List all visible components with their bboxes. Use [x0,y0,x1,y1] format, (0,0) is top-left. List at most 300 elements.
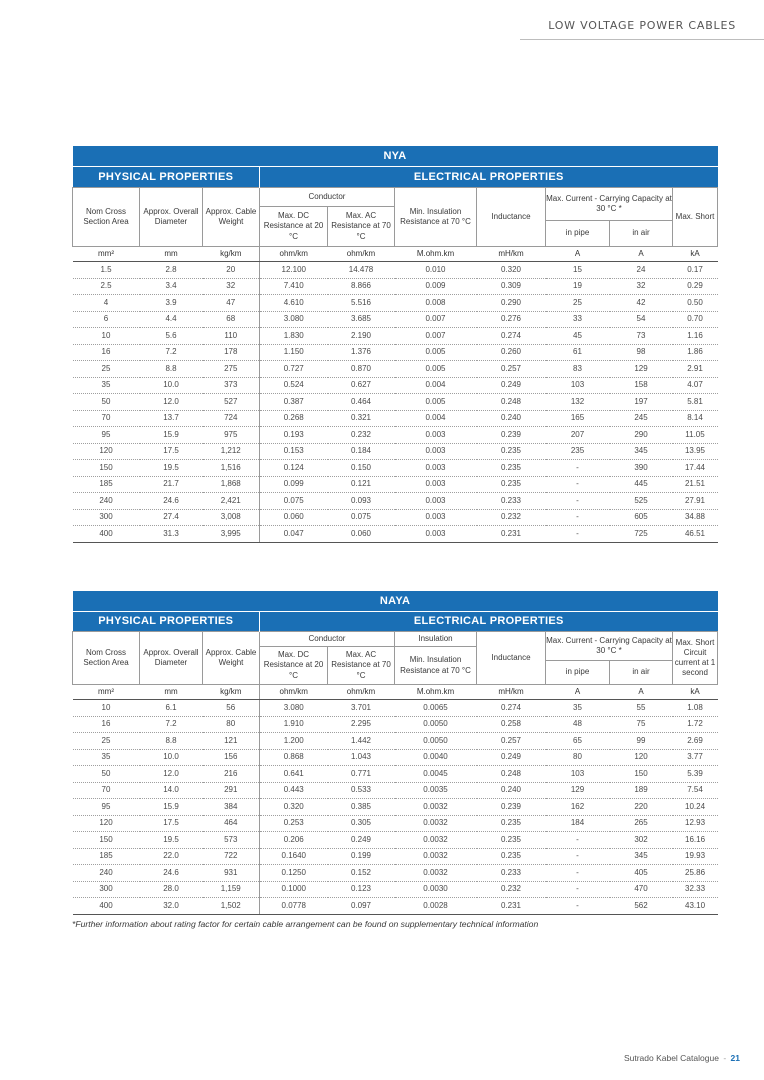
table-cell: 0.240 [477,410,546,427]
table-cell: 291 [203,782,260,799]
table-cell: 12.0 [140,766,203,783]
table-cell: 5.516 [328,295,395,312]
unit-cell: kA [673,685,718,700]
table-cell: 65 [546,733,610,750]
table-cell: - [546,476,610,493]
table-row [73,460,718,477]
catalogue-name: Sutrado Kabel Catalogue [623,1053,719,1063]
col-max-short: Max. Short Circuit current at 1 second [673,632,718,685]
table-cell: 0.121 [328,476,395,493]
table-cell: 75 [610,716,673,733]
table-cell: 0.257 [477,361,546,378]
table-cell: 197 [610,394,673,411]
table-cell: 1.442 [328,733,395,750]
table-cell: 178 [203,344,260,361]
table-cell: 0.0778 [260,898,328,915]
table-cell: 0.232 [328,427,395,444]
table-cell: - [546,460,610,477]
table-cell: 158 [610,377,673,394]
table-cell: 42 [610,295,673,312]
col-in-pipe: in pipe [546,661,610,685]
unit-cell: M.ohm.km [395,685,477,700]
col-min-insulation: Min. Insulation Resistance at 70 °C [395,188,477,247]
table-cell: 0.003 [395,476,477,493]
table-cell: 12.93 [673,815,718,832]
table-cell: 0.233 [477,493,546,510]
table-cell: 0.248 [477,766,546,783]
table-cell: 1.08 [673,700,718,717]
unit-cell: ohm/km [260,247,328,262]
table-cell: 240 [73,493,140,510]
table-cell: 16.16 [673,832,718,849]
table-cell: 35 [73,377,140,394]
table-cell: 1.16 [673,328,718,345]
table-cell: 19 [546,278,610,295]
table-title: NAYA [73,591,718,612]
table-cell: 0.235 [477,443,546,460]
col-min-insulation: Min. Insulation Resistance at 70 °C [395,647,477,685]
table-cell: 390 [610,460,673,477]
table-cell: 0.075 [328,509,395,526]
table-cell: 24.6 [140,493,203,510]
table-cell: 0.235 [477,460,546,477]
table-cell: 0.1000 [260,881,328,898]
table-cell: 103 [546,766,610,783]
table-cell: 189 [610,782,673,799]
table-cell: 345 [610,443,673,460]
table-row [73,328,718,345]
table-cell: 103 [546,377,610,394]
table-cell: 525 [610,493,673,510]
table-cell: 345 [610,848,673,865]
table-cell: 1.5 [73,262,140,279]
page-number: 21 [730,1053,740,1063]
table-cell: 0.0032 [395,865,477,882]
table-cell: 0.443 [260,782,328,799]
table-cell: 19.93 [673,848,718,865]
table-cell: 0.235 [477,848,546,865]
table-cell: - [546,865,610,882]
table-cell: 0.235 [477,815,546,832]
table-cell: 1,516 [203,460,260,477]
table-cell: 70 [73,410,140,427]
table-cell: - [546,526,610,543]
table-cell: 0.0065 [395,700,477,717]
table-row [73,427,718,444]
table-cell: 21.7 [140,476,203,493]
table-cell: 4 [73,295,140,312]
table-cell: 0.075 [260,493,328,510]
table-cell: 3.77 [673,749,718,766]
table-row [73,700,718,717]
table-cell: 245 [610,410,673,427]
table-cell: 1.72 [673,716,718,733]
table-cell: 3.080 [260,700,328,717]
table-cell: 3.9 [140,295,203,312]
table-cell: 0.003 [395,493,477,510]
table-cell: 7.54 [673,782,718,799]
table-cell: 10 [73,700,140,717]
table-cell: 0.184 [328,443,395,460]
table-cell: 35 [73,749,140,766]
table-cell: 0.240 [477,782,546,799]
col-ac-resistance: Max. AC Resistance at 70 °C [328,207,395,247]
table-cell: 8.8 [140,361,203,378]
unit-cell: mm [140,247,203,262]
unit-cell: mH/km [477,247,546,262]
table-cell: 150 [73,832,140,849]
table-cell: 0.17 [673,262,718,279]
table-cell: 235 [546,443,610,460]
col-inductance: Inductance [477,188,546,247]
table-cell: 1.830 [260,328,328,345]
table-cell: 15 [546,262,610,279]
table-cell: 25.86 [673,865,718,882]
unit-cell: kg/km [203,685,260,700]
col-group-max-current: Max. Current - Carrying Capacity at 30 °C * [546,632,673,661]
unit-cell: mH/km [477,685,546,700]
table-cell: 0.005 [395,344,477,361]
units-row [73,685,718,700]
table-cell: 0.239 [477,427,546,444]
table-cell: 562 [610,898,673,915]
table-cell: 0.206 [260,832,328,849]
table-cell: 43.10 [673,898,718,915]
table-row [73,278,718,295]
table-cell: 6 [73,311,140,328]
footnote: *Further information about rating factor for certain cable arrangement can be found on supplementary technical information [72,919,539,929]
table-cell: 150 [73,460,140,477]
table-cell: 80 [203,716,260,733]
table-cell: 129 [610,361,673,378]
table-cell: 464 [203,815,260,832]
unit-cell: mm² [73,685,140,700]
table-cell: 1.043 [328,749,395,766]
table-row [73,865,718,882]
table-cell: 4.07 [673,377,718,394]
table-row [73,526,718,543]
table-cell: 7.2 [140,344,203,361]
table-cell: 373 [203,377,260,394]
table-cell: 0.004 [395,410,477,427]
table-cell: - [546,881,610,898]
table-cell: 70 [73,782,140,799]
table-cell: 0.50 [673,295,718,312]
table-cell: 0.153 [260,443,328,460]
table-cell: 32 [203,278,260,295]
table-cell: 724 [203,410,260,427]
table-cell: 120 [73,443,140,460]
col-overall-diameter: Approx. Overall Diameter [140,632,203,685]
table-row [73,898,718,915]
table-cell: 0.524 [260,377,328,394]
col-max-short: Max. Short [673,188,718,247]
table-cell: 290 [610,427,673,444]
table-cell: 50 [73,394,140,411]
col-group-conductor: Conductor [260,188,395,207]
table-cell: 0.003 [395,443,477,460]
table-cell: 573 [203,832,260,849]
unit-cell: kg/km [203,247,260,262]
table-cell: 0.727 [260,361,328,378]
table-cell: 120 [73,815,140,832]
table-cell: - [546,509,610,526]
table-cell: 0.276 [477,311,546,328]
nya-table [72,146,718,543]
col-dc-resistance: Max. DC Resistance at 20 °C [260,647,328,685]
table-cell: 0.003 [395,460,477,477]
table-cell: 0.258 [477,716,546,733]
table-cell: 722 [203,848,260,865]
table-cell: 3,995 [203,526,260,543]
table-cell: 28.0 [140,881,203,898]
table-cell: 0.868 [260,749,328,766]
table-cell: 220 [610,799,673,816]
col-group-conductor: Conductor [260,632,395,647]
table-cell: 275 [203,361,260,378]
table-cell: 0.0032 [395,848,477,865]
table-cell: 8.866 [328,278,395,295]
table-cell: 0.010 [395,262,477,279]
naya-table [72,591,718,915]
table-cell: 121 [203,733,260,750]
table-cell: 13.95 [673,443,718,460]
table-cell: - [546,832,610,849]
table-cell: 0.231 [477,898,546,915]
table-cell: 0.1250 [260,865,328,882]
table-cell: 0.0030 [395,881,477,898]
table-cell: 0.260 [477,344,546,361]
table-cell: 0.249 [477,749,546,766]
table-cell: 2,421 [203,493,260,510]
col-in-air: in air [610,221,673,247]
table-row [73,749,718,766]
col-cable-weight: Approx. Cable Weight [203,188,260,247]
col-nom-cross: Nom Cross Section Area [73,632,140,685]
unit-cell: A [546,685,610,700]
table-cell: 0.232 [477,881,546,898]
table-cell: 0.771 [328,766,395,783]
table-cell: 7.2 [140,716,203,733]
table-cell: 12.100 [260,262,328,279]
unit-cell: A [610,685,673,700]
table-cell: 384 [203,799,260,816]
unit-cell: ohm/km [328,247,395,262]
table-cell: 4.610 [260,295,328,312]
units-row [73,247,718,262]
col-cable-weight: Approx. Cable Weight [203,632,260,685]
table-cell: 80 [546,749,610,766]
table-cell: 1,159 [203,881,260,898]
col-dc-resistance: Max. DC Resistance at 20 °C [260,207,328,247]
table-cell: 300 [73,881,140,898]
table-cell: 0.249 [477,377,546,394]
table-cell: 22.0 [140,848,203,865]
table-cell: 0.0035 [395,782,477,799]
table-cell: 0.0032 [395,815,477,832]
table-cell: 2.5 [73,278,140,295]
table-row [73,832,718,849]
naya-table-body [73,700,718,915]
table-cell: - [546,493,610,510]
table-cell: 73 [610,328,673,345]
table-cell: 302 [610,832,673,849]
table-cell: 0.124 [260,460,328,477]
table-cell: 0.320 [477,262,546,279]
table-cell: 35 [546,700,610,717]
table-cell: 0.004 [395,377,477,394]
table-cell: 0.249 [328,832,395,849]
table-cell: 3.080 [260,311,328,328]
table-row [73,394,718,411]
table-cell: 0.0028 [395,898,477,915]
table-row [73,848,718,865]
table-cell: 0.232 [477,509,546,526]
table-cell: 32 [610,278,673,295]
table-cell: 6.1 [140,700,203,717]
table-cell: 0.0050 [395,733,477,750]
table-cell: 0.009 [395,278,477,295]
table-cell: 129 [546,782,610,799]
table-cell: 0.047 [260,526,328,543]
table-cell: 0.248 [477,394,546,411]
table-cell: 725 [610,526,673,543]
table-cell: 0.123 [328,881,395,898]
table-cell: 95 [73,799,140,816]
table-cell: 0.199 [328,848,395,865]
table-row [73,377,718,394]
nya-table-body [73,262,718,543]
table-cell: 10.24 [673,799,718,816]
col-ac-resistance: Max. AC Resistance at 70 °C [328,647,395,685]
table-cell: 1.376 [328,344,395,361]
table-cell: 0.257 [477,733,546,750]
table-cell: 110 [203,328,260,345]
table-cell: 13.7 [140,410,203,427]
unit-cell: mm [140,685,203,700]
table-cell: 32.33 [673,881,718,898]
table-cell: 0.150 [328,460,395,477]
table-cell: 0.003 [395,526,477,543]
table-cell: 1,502 [203,898,260,915]
table-cell: 0.385 [328,799,395,816]
table-row [73,443,718,460]
table-row [73,815,718,832]
unit-cell: mm² [73,247,140,262]
table-cell: 0.0032 [395,799,477,816]
table-cell: 931 [203,865,260,882]
table-cell: 98 [610,344,673,361]
table-cell: 11.05 [673,427,718,444]
table-cell: 1.86 [673,344,718,361]
table-row [73,295,718,312]
col-group-insulation: Insulation [395,632,477,647]
table-cell: 0.0032 [395,832,477,849]
table-cell: 300 [73,509,140,526]
table-cell: 12.0 [140,394,203,411]
physical-properties-heading: PHYSICAL PROPERTIES [73,612,260,632]
table-cell: 7.410 [260,278,328,295]
table-cell: 184 [546,815,610,832]
table-cell: 2.91 [673,361,718,378]
table-cell: 17.5 [140,815,203,832]
table-cell: 19.5 [140,832,203,849]
table-cell: 15.9 [140,799,203,816]
table-cell: 265 [610,815,673,832]
table-cell: 0.70 [673,311,718,328]
table-cell: 470 [610,881,673,898]
table-row [73,262,718,279]
table-cell: 0.0040 [395,749,477,766]
table-cell: 27.4 [140,509,203,526]
table-cell: 21.51 [673,476,718,493]
table-cell: 20 [203,262,260,279]
table-cell: 605 [610,509,673,526]
table-cell: 10.0 [140,749,203,766]
table-cell: 0.321 [328,410,395,427]
table-cell: 0.253 [260,815,328,832]
table-cell: 8.14 [673,410,718,427]
table-cell: 0.268 [260,410,328,427]
table-cell: 16 [73,344,140,361]
table-cell: 1,212 [203,443,260,460]
table-cell: 0.0050 [395,716,477,733]
header-divider [520,39,764,40]
table-cell: 0.464 [328,394,395,411]
physical-properties-heading: PHYSICAL PROPERTIES [73,167,260,188]
table-cell: 1.910 [260,716,328,733]
table-cell: 16 [73,716,140,733]
table-cell: 0.239 [477,799,546,816]
table-cell: 0.233 [477,865,546,882]
table-cell: 5.6 [140,328,203,345]
table-cell: 0.093 [328,493,395,510]
table-cell: 17.44 [673,460,718,477]
table-cell: 0.005 [395,361,477,378]
col-group-max-current: Max. Current - Carrying Capacity at 30 °C * [546,188,673,221]
table-row [73,766,718,783]
table-cell: 3,008 [203,509,260,526]
table-cell: 975 [203,427,260,444]
table-cell: 2.190 [328,328,395,345]
table-cell: 61 [546,344,610,361]
table-cell: 83 [546,361,610,378]
table-cell: 3.685 [328,311,395,328]
table-cell: - [546,898,610,915]
table-cell: 0.305 [328,815,395,832]
table-cell: 0.008 [395,295,477,312]
table-cell: 32.0 [140,898,203,915]
table-cell: 185 [73,848,140,865]
table-cell: 3.4 [140,278,203,295]
table-cell: 0.003 [395,427,477,444]
table-cell: 99 [610,733,673,750]
col-in-pipe: in pipe [546,221,610,247]
electrical-properties-heading: ELECTRICAL PROPERTIES [260,167,718,188]
table-cell: 95 [73,427,140,444]
table-cell: 0.060 [260,509,328,526]
table-cell: 8.8 [140,733,203,750]
table-cell: 156 [203,749,260,766]
table-cell: 47 [203,295,260,312]
footer-separator: - [723,1053,727,1063]
table-cell: 0.007 [395,311,477,328]
table-cell: 2.8 [140,262,203,279]
unit-cell: A [610,247,673,262]
table-cell: 46.51 [673,526,718,543]
table-cell: 1.150 [260,344,328,361]
table-cell: 2.295 [328,716,395,733]
